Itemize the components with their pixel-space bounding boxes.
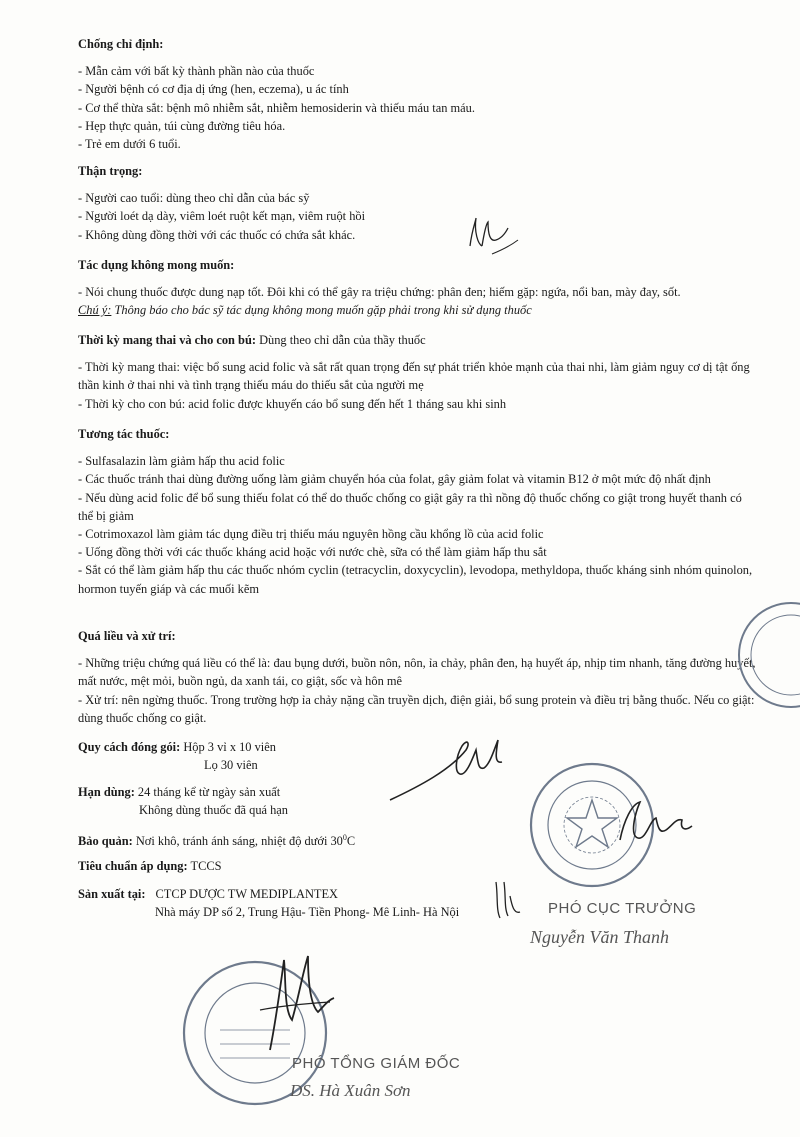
list-item: - Cotrimoxazol làm giảm tác dụng điều trị thiếu máu nguyên hồng cầu khổng lồ của acid folic	[78, 527, 544, 542]
packaging-line1: Hộp 3 vỉ x 10 viên	[180, 740, 276, 754]
standard-text: TCCS	[187, 859, 222, 873]
address-initials-icon	[488, 876, 528, 924]
storage-label: Bảo quản:	[78, 834, 133, 849]
expiry-label: Hạn dùng:	[78, 785, 135, 799]
list-item: - Cơ thể thừa sắt: bệnh mô nhiễm sắt, nhiễm hemosiderin và thiếu máu tan máu.	[78, 100, 475, 115]
list-item: - Mẫn cảm với bất kỳ thành phần nào của thuốc	[78, 64, 315, 79]
list-item: - Sắt có thể làm giảm hấp thu các thuốc nhóm cyclin (tetracyclin, doxycyclin), levodopa, methyldopa, thuốc kháng sinh nhóm quinolon, hormon tuyến giáp và các muối kẽm	[78, 563, 753, 596]
overdose-section	[78, 627, 758, 727]
precautions-section	[78, 162, 758, 244]
expiry-line2: Không dùng thuốc đã quá hạn	[139, 803, 289, 817]
company-position: PHÓ TỔNG GIÁM ĐỐC	[292, 1055, 461, 1072]
expiry-row	[78, 783, 280, 801]
section-title-rest: Dùng theo chỉ dẫn của thầy thuốc	[255, 333, 426, 347]
agency-position: PHÓ CỤC TRƯỞNG	[548, 900, 697, 917]
agency-signer-name: Nguyễn Văn Thanh	[530, 927, 669, 947]
list-item: - Những triệu chứng quá liều có thể là: đau bụng dưới, buồn nôn, nôn, ỉa chảy, phân đen, hạ huyết áp, nhịp tim nhanh, tăng đường huyết, mất nước, mệt mỏi, buồn ngủ, da xanh tái, co giật, sốc và hôn mê	[78, 656, 756, 689]
manufacturer-name: CTCP DƯỢC TW MEDIPLANTEX	[155, 887, 338, 901]
section-title: Quá liều và xử trí:	[78, 629, 176, 643]
list-item: - Thời kỳ cho con bú: acid folic được khuyến cáo bổ sung đến hết 1 tháng sau khi sinh	[78, 396, 507, 411]
standard-label: Tiêu chuẩn áp dụng:	[78, 859, 188, 873]
list-item: - Không dùng đồng thời với các thuốc có chứa sắt khác.	[78, 227, 356, 242]
company-signature-icon	[250, 940, 340, 1060]
list-item: - Người bệnh có cơ địa dị ứng (hen, eczema), u ác tính	[78, 82, 349, 97]
manager-signature-icon	[380, 720, 520, 810]
section-title: Chống chỉ định:	[78, 37, 164, 51]
list-item: - Người cao tuổi: dùng theo chỉ dẫn của bác sỹ	[78, 191, 310, 206]
list-item: - Trẻ em dưới 6 tuổi.	[78, 137, 181, 152]
manufacturer-address: Nhà máy DP số 2, Trung Hậu- Tiền Phong- Mê Linh- Hà Nội	[155, 905, 460, 919]
section-title: Thận trọng:	[78, 164, 143, 178]
list-item: - Xử trí: nên ngừng thuốc. Trong trường hợp ỉa chảy nặng cần truyền dịch, điện giải, bổ sung protein và điều trị bằng thuốc. Nếu co giật: dùng thuốc chống co giật.	[78, 692, 755, 725]
packaging-label: Quy cách đóng gói:	[78, 740, 181, 754]
standard-row	[78, 857, 222, 875]
section-title: Tác dụng không mong muốn:	[78, 258, 235, 272]
packaging-line2: Lọ 30 viên	[204, 758, 258, 772]
expiry-line1: 24 tháng kể từ ngày sản xuất	[134, 785, 281, 799]
company-signer-name: DS. Hà Xuân Sơn	[290, 1081, 411, 1100]
storage-text: Nơi khô, tránh ánh sáng, nhiệt độ dưới 30	[132, 834, 343, 849]
degree-sup: 0	[342, 833, 347, 842]
list-item: - Nếu dùng acid folic để bổ sung thiếu folat có thể do thuốc chống co giật gây ra thì nồng độ thuốc chống co giật trong huyết thanh có thể bị giảm	[78, 490, 742, 523]
storage-unit: C	[346, 834, 356, 849]
pregnancy-section	[78, 331, 758, 413]
list-item: - Các thuốc tránh thai dùng đường uống làm giảm chuyển hóa của folat, gây giảm folat và vitamin B12 ở một mức độ nhất định	[78, 472, 711, 487]
note	[78, 301, 758, 319]
ministry-stamp-icon	[736, 600, 800, 710]
list-item: - Hẹp thực quản, túi cùng đường tiêu hóa.	[78, 118, 286, 133]
note-text: Thông báo cho bác sỹ tác dụng không mong muốn gặp phải trong khi sử dụng thuốc	[111, 303, 532, 318]
list-item: - Sulfasalazin làm giảm hấp thu acid folic	[78, 454, 285, 469]
contraindications-section	[78, 35, 758, 153]
interactions-section	[78, 425, 758, 598]
packaging-row-2	[204, 756, 258, 774]
packaging-row	[78, 738, 276, 756]
list-item: - Thời kỳ mang thai: việc bổ sung acid folic và sắt rất quan trọng đến sự phát triển khỏe mạnh của thai nhi, làm giảm nguy cơ dị tật ống thần kinh ở thai nhi và tình trạng thiếu máu do thiếu sắt của người mẹ	[78, 360, 750, 393]
section-title-line	[78, 331, 758, 349]
manufacturer-row-2	[155, 903, 459, 921]
storage-row	[78, 829, 355, 850]
section-title: Thời kỳ mang thai và cho con bú:	[78, 333, 256, 347]
side-effects-section	[78, 256, 758, 320]
section-title: Tương tác thuốc:	[78, 427, 170, 441]
list-item: - Người loét dạ dày, viêm loét ruột kết mạn, viêm ruột hồi	[78, 209, 366, 224]
note-label: Chú ý:	[78, 303, 112, 318]
initials-signature-icon	[462, 210, 522, 260]
list-item: - Uống đồng thời với các thuốc kháng acid hoặc với nước chè, sữa có thể làm giảm hấp thu sắt	[78, 545, 547, 560]
manufacturer-label: Sản xuất tại:	[78, 887, 146, 901]
agency-signature-icon	[610, 790, 700, 860]
manufacturer-row	[78, 885, 338, 903]
expiry-row-2	[139, 801, 288, 819]
paragraph: - Nói chung thuốc được dung nạp tốt. Đôi khi có thể gây ra triệu chứng: phân đen; hiếm gặp: ngứa, nổi ban, mày đay, sốt.	[78, 285, 681, 300]
